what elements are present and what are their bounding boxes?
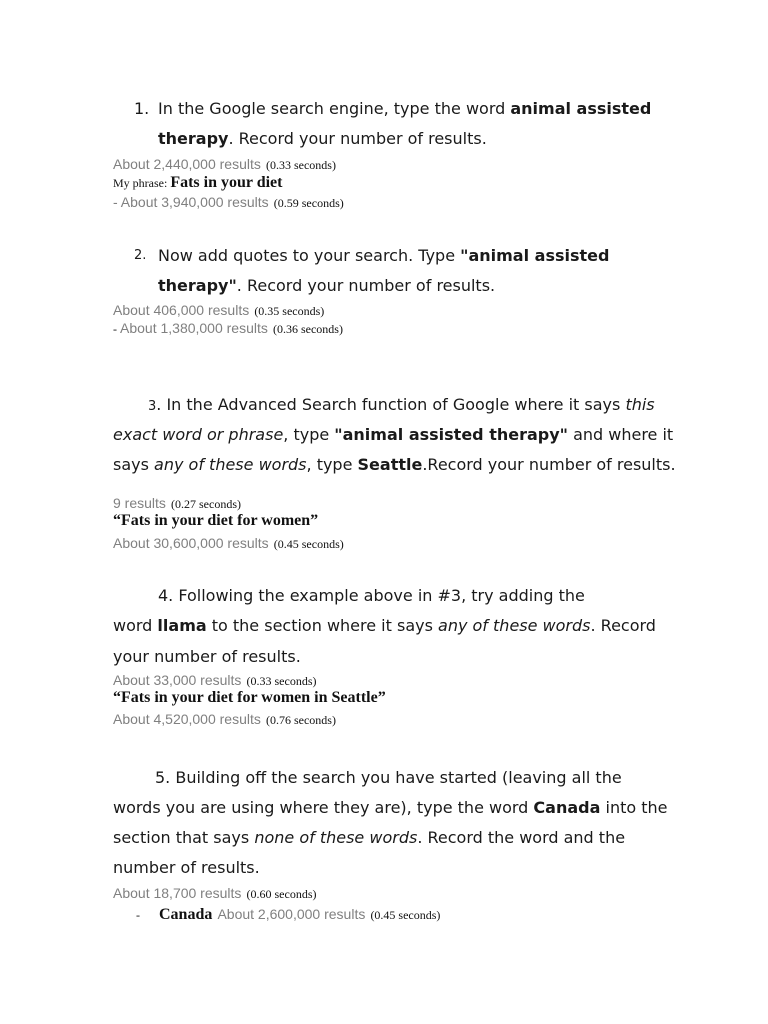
q4-result2-count: About 4,520,000 results xyxy=(113,711,261,727)
q3-line3-bold: Seattle xyxy=(357,455,423,474)
q1-line2-text: . Record your number of results. xyxy=(228,129,487,148)
q2-result2 xyxy=(113,318,343,337)
q1-phrase-label: My phrase: xyxy=(113,176,171,190)
q3-line3-post: .Record your number of results. xyxy=(422,455,676,474)
q2-line1 xyxy=(158,246,609,265)
q4-line2-mid: to the section where it says xyxy=(206,616,439,635)
q3-line2 xyxy=(113,425,673,444)
q4-line2-bold: llama xyxy=(157,616,207,635)
q5-line2 xyxy=(113,798,667,817)
q5-result2-time: (0.45 seconds) xyxy=(370,908,441,922)
q2-line2-text: . Record your number of results. xyxy=(236,276,496,295)
q1-result2 xyxy=(113,192,344,211)
q5-result1 xyxy=(113,883,317,902)
q4-line2-italic: any of these words xyxy=(438,616,591,635)
q1-line1-bold: animal assisted xyxy=(510,99,652,118)
q1-result2-prefix: - xyxy=(113,194,121,210)
q3-line1-text: . In the Advanced Search function of Google where it says xyxy=(156,395,626,414)
q3-result1 xyxy=(113,493,241,512)
q3-line3-italic: any of these words xyxy=(154,455,307,474)
q2-line2-bold: therapy" xyxy=(158,276,237,295)
q3-result1-count: 9 results xyxy=(113,495,166,511)
q5-result2 xyxy=(159,904,440,924)
q1-phrase-text: Fats in your diet xyxy=(170,174,283,191)
q2-result1 xyxy=(113,300,324,319)
q5-line4: number of results. xyxy=(113,858,260,877)
q2-number: 2. xyxy=(134,248,147,263)
q3-line3-mid: , type xyxy=(306,455,358,474)
q3-result1-time: (0.27 seconds) xyxy=(171,497,241,511)
q5-result2-count: About 2,600,000 results xyxy=(217,906,366,922)
q3-result2 xyxy=(113,533,344,552)
q4-line2-pre: word xyxy=(113,616,158,635)
q1-phrase xyxy=(113,172,282,192)
q4-line2 xyxy=(113,616,656,635)
q1-line2 xyxy=(158,129,487,148)
q1-result2-count: About 3,940,000 results xyxy=(120,194,269,210)
q2-result2-prefix: - xyxy=(113,322,120,336)
q3-line1 xyxy=(148,395,655,414)
q3-line2-mid: , type xyxy=(283,425,335,444)
q1-line1 xyxy=(158,99,651,118)
q1-line1-text: In the Google search engine, type the word xyxy=(158,99,511,118)
q3-result2-count: About 30,600,000 results xyxy=(113,535,269,551)
q2-result2-count: About 1,380,000 results xyxy=(120,320,268,336)
q5-result1-time: (0.60 seconds) xyxy=(246,887,317,901)
q3-line2-italic: exact word or phrase xyxy=(113,425,284,444)
q3-result2-time: (0.45 seconds) xyxy=(273,537,344,551)
q5-line1: 5. Building off the search you have started (leaving all the xyxy=(155,768,622,787)
q3-number: 3 xyxy=(148,399,157,414)
q4-result1-count: About 33,000 results xyxy=(113,672,242,688)
q5-line2-pre: words you are using where they are), type the word xyxy=(113,798,534,817)
q4-result1 xyxy=(113,670,317,689)
q2-line2 xyxy=(158,276,495,295)
q4-line3: your number of results. xyxy=(113,647,301,666)
q2-result2-time: (0.36 seconds) xyxy=(272,322,343,336)
q1-result2-time: (0.59 seconds) xyxy=(273,196,344,210)
q3-line2-post: and where it xyxy=(567,425,674,444)
q1-result1-time: (0.33 seconds) xyxy=(265,158,336,172)
q5-word: Canada xyxy=(159,906,213,923)
q3-line2-bold: "animal assisted therapy" xyxy=(334,425,568,444)
q5-line3 xyxy=(113,828,625,847)
q1-line2-bold: therapy xyxy=(158,129,229,148)
q4-result2-time: (0.76 seconds) xyxy=(265,713,336,727)
q1-number: 1. xyxy=(134,99,150,118)
q2-line1-text: Now add quotes to your search. Type xyxy=(158,246,461,265)
q1-result1-count: About 2,440,000 results xyxy=(113,156,261,172)
q5-line2-post: into the xyxy=(600,798,668,817)
q5-line3-italic: none of these words xyxy=(254,828,418,847)
q5-line3-pre: section that says xyxy=(113,828,255,847)
q2-result1-time: (0.35 seconds) xyxy=(254,304,325,318)
q1-result1 xyxy=(113,154,336,173)
q3-line1-italic: this xyxy=(625,395,655,414)
q4-line2-post: . Record xyxy=(590,616,656,635)
q4-line1: 4. Following the example above in #3, try adding the xyxy=(158,586,585,605)
q5-line2-bold: Canada xyxy=(533,798,601,817)
q4-result2 xyxy=(113,709,336,728)
q3-line3 xyxy=(113,455,676,474)
q3-line3-pre: says xyxy=(113,455,155,474)
q4-phrase: “Fats in your diet for women in Seattle” xyxy=(113,689,386,706)
q3-phrase: “Fats in your diet for women” xyxy=(113,512,319,529)
q5-bullet: - xyxy=(136,908,140,922)
q5-line3-post: . Record the word and the xyxy=(417,828,626,847)
q2-line1-bold: "animal assisted xyxy=(460,246,610,265)
q2-result1-count: About 406,000 results xyxy=(113,302,250,318)
q5-result1-count: About 18,700 results xyxy=(113,885,242,901)
q4-result1-time: (0.33 seconds) xyxy=(246,674,317,688)
